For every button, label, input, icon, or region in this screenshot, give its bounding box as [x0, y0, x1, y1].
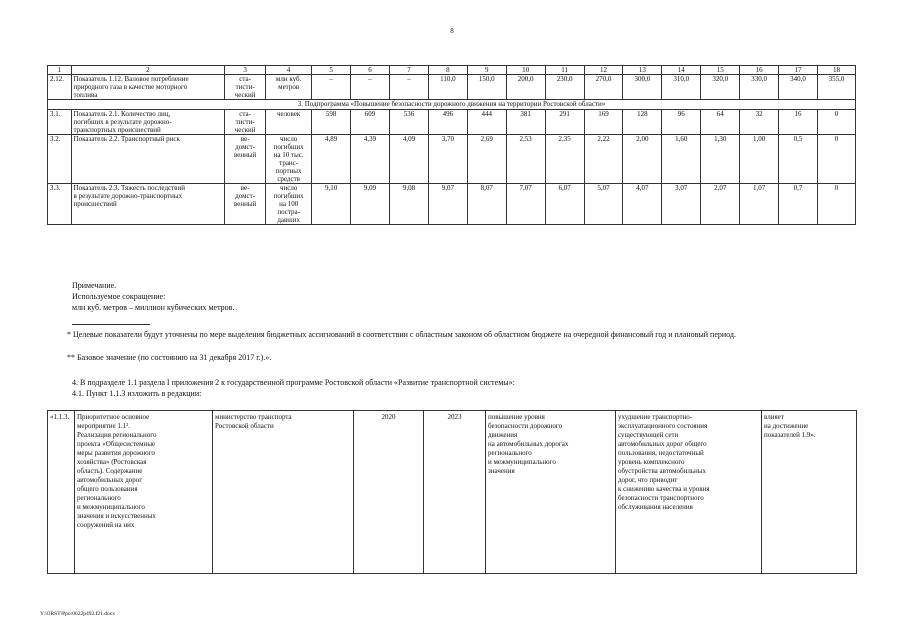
unit-of-measure: [266, 184, 312, 225]
event-line: общего пользования: [77, 485, 138, 493]
unit-line: число: [279, 135, 298, 143]
indicator-type-line: ческий: [234, 126, 256, 134]
consequence-line: уровень комплексного: [618, 458, 685, 466]
consequence-line: к снижению качества и уровня: [618, 485, 710, 493]
row-number: 3.3.: [48, 184, 72, 225]
column-number: 17: [779, 66, 818, 75]
indicator-type-line: ве-: [240, 184, 250, 192]
value-cell: 9,09: [351, 184, 390, 225]
link-line: показателей 1.9».: [764, 431, 816, 439]
value-cell: 270,0: [584, 75, 623, 100]
unit-line: погибших: [273, 143, 304, 151]
unit-line: портных: [275, 167, 302, 175]
value-cell: 609: [351, 110, 390, 135]
consequence-line: автомобильных дорог общего: [618, 440, 707, 448]
column-number: 10: [506, 66, 545, 75]
item-number: «1.1.3.: [48, 411, 75, 574]
consequence-cell: [616, 411, 762, 574]
value-cell: 355,0: [817, 75, 855, 100]
event-line: регионального: [77, 494, 121, 502]
value-cell: 0,5: [779, 135, 818, 184]
link-cell: [762, 411, 857, 574]
table-row: [48, 75, 856, 100]
value-cell: 3,70: [428, 135, 467, 184]
value-cell: 444: [467, 110, 506, 135]
indicator-name: [71, 75, 225, 100]
result-line: значения: [488, 467, 515, 475]
result-line: регионального: [488, 449, 532, 457]
indicator-name-line: топлива: [73, 91, 98, 99]
indicator-type-line: ста-: [239, 75, 251, 83]
indicator-name-line: транспортных происшествий: [73, 126, 161, 134]
result-cell: [486, 411, 616, 574]
unit-line: средств: [277, 175, 300, 183]
value-cell: 330,0: [740, 75, 779, 100]
page-number: 8: [450, 27, 454, 35]
notes: [72, 280, 234, 313]
value-cell: 7,07: [506, 184, 545, 225]
column-number: 2: [71, 66, 225, 75]
row-number: 3.1.: [48, 110, 72, 135]
indicator-type: [225, 110, 266, 135]
column-number: 4: [266, 66, 312, 75]
table-row: [48, 411, 857, 574]
column-number: 9: [467, 66, 506, 75]
value-cell: 1,07: [740, 184, 779, 225]
value-cell: 4,89: [312, 135, 351, 184]
value-cell: –: [351, 75, 390, 100]
value-cell: 4,39: [351, 135, 390, 184]
table-row: [48, 184, 856, 225]
indicator-type-line: домст-: [235, 143, 256, 151]
value-cell: 4,07: [623, 184, 662, 225]
event-line: проекта «Общесистемные: [77, 440, 156, 448]
result-line: движения: [488, 431, 518, 439]
event-line: Реализация регионального: [77, 431, 157, 439]
indicator-type: [225, 135, 266, 184]
subprogram-row: [48, 100, 856, 110]
unit-line: на 10 тыс.: [273, 151, 304, 159]
indicator-name: [71, 135, 225, 184]
value-cell: 230,0: [545, 75, 584, 100]
value-cell: 8,07: [467, 184, 506, 225]
value-cell: 169: [584, 110, 623, 135]
consequence-line: существующей сети: [618, 431, 679, 439]
value-cell: –: [312, 75, 351, 100]
indicator-type-line: ста-: [239, 110, 251, 118]
value-cell: 128: [623, 110, 662, 135]
result-line: повышение уровня: [488, 413, 545, 421]
unit-line: число: [279, 184, 298, 192]
indicator-name-line: Показатель 2.1. Количество лиц,: [73, 110, 171, 118]
column-number: 16: [740, 66, 779, 75]
value-cell: 0: [817, 110, 855, 135]
value-cell: 381: [506, 110, 545, 135]
indicator-name-line: Показатель 2.3. Тяжесть последствий: [73, 184, 185, 192]
value-cell: 320,0: [701, 75, 740, 100]
value-cell: 9,10: [312, 184, 351, 225]
indicator-type-line: ве-: [240, 135, 250, 143]
value-cell: 2,22: [584, 135, 623, 184]
value-cell: 150,0: [467, 75, 506, 100]
executor-line: министерство транспорта: [215, 413, 292, 421]
unit-line: постра-: [277, 208, 300, 216]
paragraph-4-1: 4.1. Пункт 1.1.3 изложить в редакции:: [72, 389, 202, 398]
event-line: меры развития дорожного: [77, 449, 155, 457]
consequence-line: безопасности транспортного: [618, 494, 704, 502]
value-cell: 2,00: [623, 135, 662, 184]
indicator-name-line: Показатель 2.2. Транспортный риск: [73, 135, 180, 143]
event-cell: [75, 411, 213, 574]
activity-table: [47, 410, 857, 574]
paragraph-4: 4. В подразделе 1.1 раздела I приложения 2 к государственной программе Ростовской области «Развитие транспортной системы»:: [72, 378, 515, 387]
event-line: хозяйства» (Ростовская: [77, 458, 147, 466]
footnote-1: * Целевые показатели будут уточнены по мере выделения бюджетных ассигнований в соответствии с областным законом об областном бюджете на очередной финансовый год и плановый период.: [67, 330, 737, 339]
indicator-name-line: происшествий: [73, 200, 117, 208]
indicator-type-line: ческий: [234, 91, 256, 99]
value-cell: 2,69: [467, 135, 506, 184]
value-cell: 9,08: [390, 184, 429, 225]
value-cell: 310,0: [662, 75, 701, 100]
indicator-type: [225, 184, 266, 225]
value-cell: 496: [428, 110, 467, 135]
event-line: автомобильных дорог: [77, 476, 143, 484]
event-line: Приоритетное основное: [77, 413, 150, 421]
file-path-footer: Y:\ORST\Ppo\0622p492.f21.docx: [40, 611, 115, 617]
footnote-2: ** Базовое значение (по состоянию на 31 декабря 2017 г.).».: [67, 353, 272, 362]
value-cell: –: [390, 75, 429, 100]
indicator-type-line: венный: [233, 200, 257, 208]
indicator-name: [71, 110, 225, 135]
header-row: [48, 66, 856, 75]
consequence-line: обустройства автомобильных: [618, 467, 706, 475]
value-cell: 110,0: [428, 75, 467, 100]
indicator-type: [225, 75, 266, 100]
consequence-line: дорог, что приводит: [618, 476, 678, 484]
value-cell: 32: [740, 110, 779, 135]
value-cell: 340,0: [779, 75, 818, 100]
value-cell: 0: [817, 135, 855, 184]
column-number: 18: [817, 66, 855, 75]
indicator-type-line: домст-: [235, 192, 256, 200]
consequence-line: пользования, недостаточный: [618, 449, 704, 457]
unit-of-measure: [266, 110, 312, 135]
unit-of-measure: [266, 75, 312, 100]
result-line: на автомобильных дорогах: [488, 440, 569, 448]
value-cell: 1,30: [701, 135, 740, 184]
indicator-name-line: в результате дорожно-транспортных: [73, 192, 183, 200]
column-number: 13: [623, 66, 662, 75]
footnote-separator: [72, 324, 150, 325]
column-number: 12: [584, 66, 623, 75]
indicator-name: [71, 184, 225, 225]
column-number: 14: [662, 66, 701, 75]
consequence-line: ухудшение транспортно-: [618, 413, 693, 421]
row-number: 2.12.: [48, 75, 72, 100]
value-cell: 291: [545, 110, 584, 135]
table-row: [48, 110, 856, 135]
value-cell: 0: [817, 184, 855, 225]
abbr-text: млн куб. метров – миллион кубических метров.: [72, 303, 235, 312]
value-cell: 6,07: [545, 184, 584, 225]
value-cell: 2,07: [701, 184, 740, 225]
end-year: 2023: [424, 411, 486, 574]
row-number: 3.2.: [48, 135, 72, 184]
column-number: 3: [225, 66, 266, 75]
unit-line: на 100: [279, 200, 299, 208]
event-line: и межмуниципального: [77, 503, 145, 511]
event-line: значения и искусственных: [77, 512, 156, 520]
consequence-line: обслуживания населения: [618, 503, 693, 511]
consequence-line: эксплуатационного состояния: [618, 422, 708, 430]
value-cell: 16: [779, 110, 818, 135]
value-cell: 0,7: [779, 184, 818, 225]
value-cell: 2,53: [506, 135, 545, 184]
link-line: на достижение: [764, 422, 809, 430]
unit-of-measure: [266, 135, 312, 184]
table-row: [48, 135, 856, 184]
unit-line: погибших: [273, 192, 304, 200]
indicator-name-line: погибших в результате дорожно-: [73, 118, 172, 126]
unit-line: метров: [278, 83, 300, 91]
column-number: 15: [701, 66, 740, 75]
indicator-type-line: тисти-: [235, 118, 255, 126]
executor-cell: [213, 411, 354, 574]
subprogram-title: 3. Подпрограмма «Повышение безопасности дорожного движения на территории Ростовской области»: [48, 100, 856, 110]
indicator-name-line: Показатель 1.12. Валовое потребление: [73, 75, 189, 83]
value-cell: 3,07: [662, 184, 701, 225]
column-number: 7: [390, 66, 429, 75]
column-number: 5: [312, 66, 351, 75]
result-line: безопасности дорожного: [488, 422, 563, 430]
value-cell: 96: [662, 110, 701, 135]
event-line: область). Содержание: [77, 467, 143, 475]
value-cell: 598: [312, 110, 351, 135]
event-line: сооружений на них: [77, 521, 135, 529]
value-cell: 1,00: [740, 135, 779, 184]
value-cell: 9,07: [428, 184, 467, 225]
unit-line: млн куб.: [275, 75, 302, 83]
indicator-name-line: природного газа в качестве моторного: [73, 83, 188, 91]
abbr-title: Используемое сокращение:: [72, 292, 166, 301]
event-line: мероприятие 1.1².: [77, 422, 131, 430]
value-cell: 5,07: [584, 184, 623, 225]
column-number: 8: [428, 66, 467, 75]
value-cell: 200,0: [506, 75, 545, 100]
value-cell: 300,0: [623, 75, 662, 100]
column-number: 1: [48, 66, 72, 75]
value-cell: 4,09: [390, 135, 429, 184]
indicator-type-line: тисти-: [235, 83, 255, 91]
executor-line: Ростовской области: [215, 422, 274, 430]
unit-line: транс-: [279, 159, 299, 167]
unit-line: человек: [276, 110, 301, 118]
column-number: 11: [545, 66, 584, 75]
value-cell: 1,60: [662, 135, 701, 184]
indicators-table: [47, 65, 856, 225]
notes-title: Примечание.: [72, 281, 117, 290]
start-year: 2020: [354, 411, 424, 574]
link-line: влияет: [764, 413, 784, 421]
value-cell: 64: [701, 110, 740, 135]
unit-line: давших: [277, 216, 300, 224]
value-cell: 2,35: [545, 135, 584, 184]
indicator-type-line: венный: [233, 151, 257, 159]
column-number: 6: [351, 66, 390, 75]
value-cell: 536: [390, 110, 429, 135]
result-line: и межмуниципального: [488, 458, 556, 466]
